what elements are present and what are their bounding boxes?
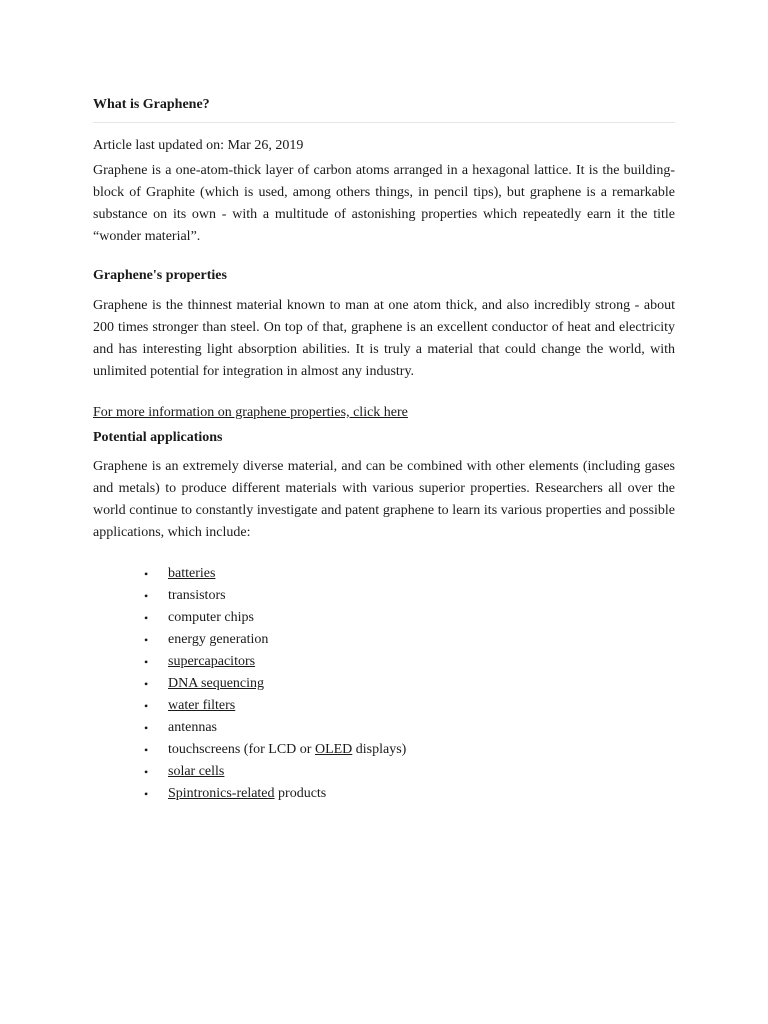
- batteries-link[interactable]: batteries: [168, 566, 216, 581]
- bullet: •: [144, 721, 149, 735]
- list-item: [93, 695, 406, 717]
- bullet: •: [144, 787, 149, 801]
- applications-heading: Potential applications: [93, 430, 223, 445]
- bullet: •: [144, 611, 149, 625]
- oled-link[interactable]: OLED: [314, 742, 353, 757]
- list-item-text: energy generation: [168, 632, 269, 647]
- divider: [93, 122, 675, 123]
- properties-paragraph: Graphene is the thinnest material known to man at one atom thick, and also incredibly strong - about 200 times stronger than steel. On top of that, graphene is an excellent conductor of heat and electricity and has interesting light absorption abilities. It is truly a material that could change the world, with unlimited potential for integration in almost any industry.: [93, 298, 675, 379]
- list-item: [93, 563, 406, 585]
- bullet: •: [144, 699, 149, 713]
- bullet: •: [144, 677, 149, 691]
- bullet: •: [144, 743, 149, 757]
- list-item: [93, 717, 406, 739]
- properties-more-link[interactable]: For more information on graphene properties, click here: [93, 405, 408, 420]
- spintronics-link[interactable]: Spintronics-related: [168, 786, 275, 801]
- supercapacitors-link[interactable]: supercapacitors: [168, 654, 256, 669]
- page-title: What is Graphene?: [93, 97, 210, 112]
- list-item-text: transistors: [168, 588, 226, 603]
- list-item: [93, 607, 406, 629]
- list-item-text: computer chips: [168, 610, 254, 625]
- list-item: [93, 739, 406, 761]
- list-item: [93, 783, 406, 805]
- intro-paragraph: Graphene is a one-atom-thick layer of carbon atoms arranged in a hexagonal lattice. It is the building-block of Graphite (which is used, among others things, in pencil tips), but graphene is a remarkable substance on its own - with a multitude of astonishing properties which repeatedly earn it the title “wonder material”.: [93, 163, 675, 244]
- last-updated: Article last updated on: Mar 26, 2019: [93, 138, 304, 153]
- bullet: •: [144, 633, 149, 647]
- bullet: •: [144, 765, 149, 779]
- list-item-text: products: [274, 786, 327, 801]
- applications-list: [93, 563, 406, 805]
- bullet: •: [144, 589, 149, 603]
- dna-sequencing-link[interactable]: DNA sequencing: [168, 676, 265, 691]
- list-item-text: antennas: [168, 720, 217, 735]
- list-item: [93, 629, 406, 651]
- list-item: [93, 761, 406, 783]
- water-filters-link[interactable]: water filters: [168, 698, 236, 713]
- list-item: [93, 651, 406, 673]
- properties-heading: Graphene's properties: [93, 268, 227, 283]
- bullet: •: [144, 567, 149, 581]
- list-item: [93, 585, 406, 607]
- list-item-text: displays): [352, 742, 407, 757]
- list-item: [93, 673, 406, 695]
- list-item-text: touchscreens (for LCD or: [168, 742, 315, 757]
- applications-paragraph: Graphene is an extremely diverse material, and can be combined with other elements (including gases and metals) to produce different materials with various superior properties. Researchers all over the world continue to constantly investigate and patent graphene to learn its various properties and possible applications, which include:: [93, 459, 675, 540]
- solar-cells-link[interactable]: solar cells: [168, 764, 225, 779]
- bullet: •: [144, 655, 149, 669]
